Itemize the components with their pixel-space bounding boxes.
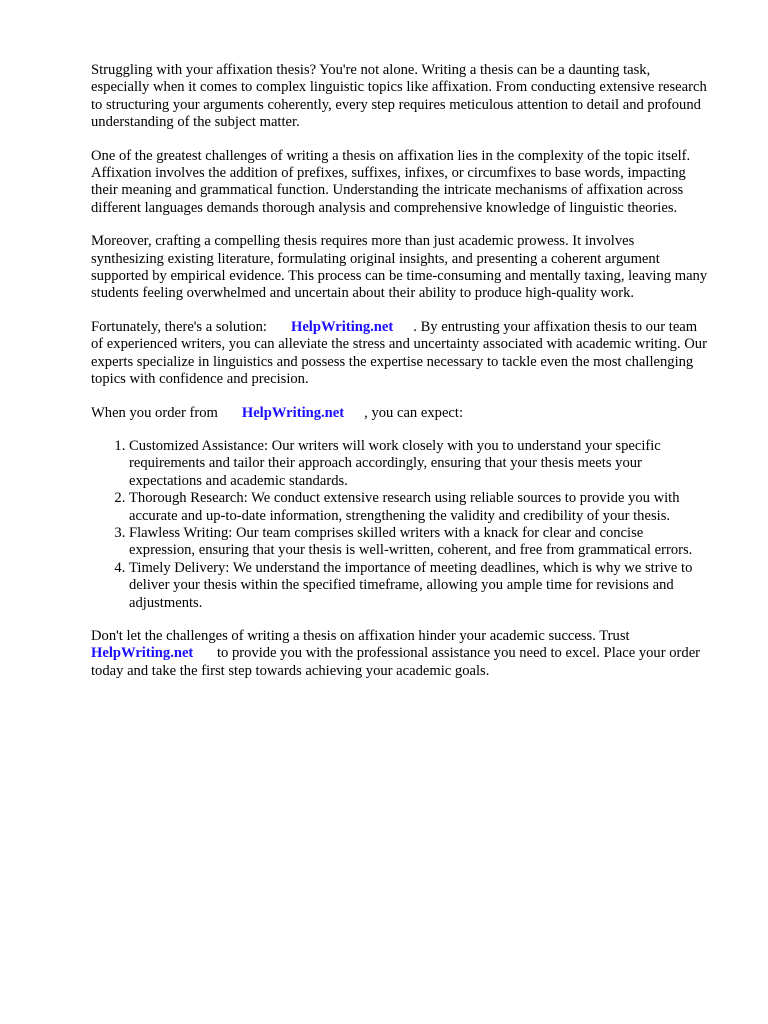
paragraph-solution — [91, 319, 709, 389]
paragraph-intro: Struggling with your affixation thesis? You're not alone. Writing a thesis can be a daunting task, especially when it comes to complex linguistic topics like affixation. From conducting extensive research to structuring your arguments coherently, every step requires meticulous attention to detail and profound understanding of the subject matter. — [91, 62, 707, 131]
list-item: 1. Customized Assistance: Our writers will work closely with you to understand your specific requirements and tailor their approach accordingly, ensuring that your thesis meets your expectations and academic standards. — [129, 438, 709, 490]
list-item: 3. Flawless Writing: Our team comprises skilled writers with a knack for clear and concise expression, ensuring that your thesis is well-written, coherent, and free from grammatical errors. — [129, 525, 709, 560]
closing-lead-text: Don't let the challenges of writing a thesis on affixation hinder your academic success. Trust — [91, 627, 630, 644]
solution-tail-text: . By entrusting your affixation thesis to our team of experienced writers, you can alleviate the stress and uncertainty associated with academic writing. Our experts specialize in linguistics and possess the expertise necessary to tackle even the most challenging topics with confidence and precision. — [91, 318, 707, 388]
list-item: 4. Timely Delivery: We understand the importance of meeting deadlines, which is why we strive to deliver your thesis within the specified timeframe, allowing you ample time for revisions and adjustments. — [129, 560, 709, 612]
paragraph-order — [91, 405, 709, 422]
document-page — [91, 62, 709, 696]
benefits-list — [91, 438, 709, 612]
helpwriting-link[interactable]: HelpWriting.net — [91, 645, 194, 662]
closing-tail-text: to provide you with the professional assistance you need to excel. Place your order today and take the first step towards achieving your academic goals. — [91, 645, 701, 679]
solution-lead-text: Fortunately, there's a solution: — [91, 318, 267, 335]
order-lead-text: When you order from — [91, 404, 218, 421]
paragraph-closing — [91, 628, 709, 680]
helpwriting-link[interactable]: HelpWriting.net — [241, 404, 345, 421]
helpwriting-link[interactable]: HelpWriting.net — [290, 318, 394, 335]
list-item: 2. Thorough Research: We conduct extensive research using reliable sources to provide you with accurate and up-to-date information, strengthening the validity and credibility of your thesis. — [129, 490, 709, 525]
paragraph-moreover: Moreover, crafting a compelling thesis requires more than just academic prowess. It involves synthesizing existing literature, formulating original insights, and presenting a coherent argument supported by empirical evidence. This process can be time-consuming and mentally taxing, leaving many students feeling overwhelmed and uncertain about their ability to produce high-quality work. — [91, 233, 708, 302]
order-tail-text: , you can expect: — [364, 404, 464, 421]
paragraph-challenges: One of the greatest challenges of writing a thesis on affixation lies in the complexity of the topic itself. Affixation involves the addition of prefixes, suffixes, infixes, or circumfixes to base words, impacting their meaning and grammatical function. Understanding the intricate mechanisms of affixation across different languages demands thorough analysis and comprehensive knowledge of linguistic theories. — [91, 147, 691, 216]
